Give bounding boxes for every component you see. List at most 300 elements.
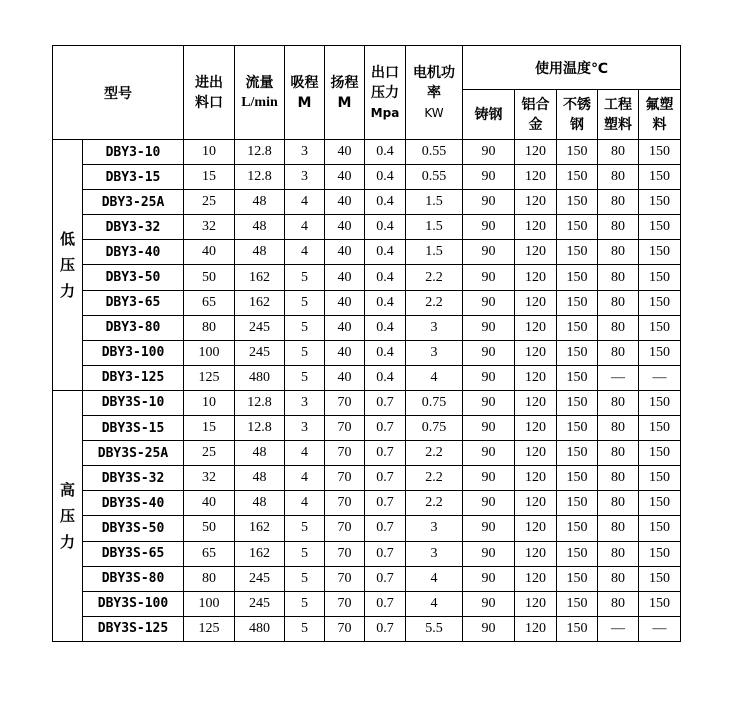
value-cell: 1.5 xyxy=(406,215,463,240)
value-cell: 120 xyxy=(515,165,557,190)
value-cell: 0.7 xyxy=(365,441,406,466)
head-header-unit: M xyxy=(337,94,352,111)
value-cell: 90 xyxy=(463,165,515,190)
value-cell: 48 xyxy=(235,240,285,265)
table-row xyxy=(53,165,681,190)
value-cell: 245 xyxy=(235,315,285,340)
value-cell: 5 xyxy=(285,616,325,641)
value-cell: 80 xyxy=(598,416,639,441)
value-cell: 80 xyxy=(598,290,639,315)
group-label-char: 压 xyxy=(59,506,75,525)
value-cell: 80 xyxy=(598,466,639,491)
value-cell: 150 xyxy=(557,390,598,415)
value-cell: 70 xyxy=(325,416,365,441)
value-cell: 80 xyxy=(598,165,639,190)
value-cell: 40 xyxy=(325,190,365,215)
model-cell: DBY3-80 xyxy=(83,315,184,340)
value-cell: 150 xyxy=(639,215,681,240)
value-cell: 4 xyxy=(285,240,325,265)
value-cell: 90 xyxy=(463,591,515,616)
table-row xyxy=(53,365,681,390)
value-cell: 0.4 xyxy=(365,190,406,215)
value-cell: 90 xyxy=(463,140,515,165)
value-cell: 4 xyxy=(285,491,325,516)
value-cell: 100 xyxy=(184,340,235,365)
value-cell: 70 xyxy=(325,491,365,516)
value-cell: 80 xyxy=(598,215,639,240)
power-header xyxy=(406,46,463,140)
material-header-line: 不锈 xyxy=(563,96,591,113)
value-cell: 12.8 xyxy=(235,416,285,441)
value-cell: 50 xyxy=(184,516,235,541)
group-label-char: 力 xyxy=(59,281,75,300)
value-cell: 5.5 xyxy=(406,616,463,641)
value-cell: 5 xyxy=(285,516,325,541)
value-cell: 25 xyxy=(184,190,235,215)
value-cell: 120 xyxy=(515,240,557,265)
value-cell: 0.4 xyxy=(365,290,406,315)
value-cell: 150 xyxy=(557,215,598,240)
table-row xyxy=(53,616,681,641)
value-cell: 32 xyxy=(184,466,235,491)
value-cell: 150 xyxy=(639,165,681,190)
model-cell: DBY3S-40 xyxy=(83,491,184,516)
pressure-group-label xyxy=(53,140,83,391)
value-cell: 100 xyxy=(184,591,235,616)
value-cell: 0.4 xyxy=(365,265,406,290)
value-cell: 162 xyxy=(235,516,285,541)
value-cell: 0.4 xyxy=(365,340,406,365)
pressure-header-unit: Mpa xyxy=(370,105,400,120)
power-header-line: 率 xyxy=(427,84,441,101)
value-cell: 120 xyxy=(515,315,557,340)
value-cell: 120 xyxy=(515,441,557,466)
value-cell: 120 xyxy=(515,290,557,315)
value-cell: 120 xyxy=(515,566,557,591)
material-header-line: 铸钢 xyxy=(474,106,503,123)
suction-header-line: 吸程 xyxy=(290,74,319,91)
value-cell: 0.7 xyxy=(365,466,406,491)
value-cell: 80 xyxy=(598,390,639,415)
value-cell: 150 xyxy=(639,315,681,340)
value-cell: 48 xyxy=(235,190,285,215)
value-cell: 25 xyxy=(184,441,235,466)
value-cell: 0.7 xyxy=(365,616,406,641)
model-cell: DBY3S-15 xyxy=(83,416,184,441)
value-cell: 120 xyxy=(515,265,557,290)
value-cell: 3 xyxy=(285,165,325,190)
value-cell: 150 xyxy=(557,616,598,641)
value-cell: 150 xyxy=(639,240,681,265)
value-cell: 80 xyxy=(598,591,639,616)
pressure-group-label xyxy=(53,390,83,641)
value-cell: 65 xyxy=(184,541,235,566)
value-cell: 3 xyxy=(285,140,325,165)
group-label-char: 压 xyxy=(59,255,75,274)
value-cell: 70 xyxy=(325,441,365,466)
value-cell: 150 xyxy=(639,140,681,165)
value-cell: 4 xyxy=(285,215,325,240)
value-cell: 40 xyxy=(325,215,365,240)
model-cell: DBY3S-25A xyxy=(83,441,184,466)
value-cell: 40 xyxy=(325,165,365,190)
value-cell: 80 xyxy=(598,240,639,265)
value-cell: 12.8 xyxy=(235,165,285,190)
value-cell: 150 xyxy=(557,190,598,215)
model-cell: DBY3S-50 xyxy=(83,516,184,541)
group-label-char: 低 xyxy=(59,229,75,248)
value-cell: 80 xyxy=(598,516,639,541)
value-cell: 90 xyxy=(463,491,515,516)
value-cell: 150 xyxy=(557,365,598,390)
value-cell: 70 xyxy=(325,566,365,591)
value-cell: 0.4 xyxy=(365,165,406,190)
value-cell: — xyxy=(598,365,639,390)
value-cell: 80 xyxy=(598,265,639,290)
value-cell: 4 xyxy=(406,591,463,616)
value-cell: 10 xyxy=(184,140,235,165)
value-cell: 5 xyxy=(285,340,325,365)
model-cell: DBY3S-10 xyxy=(83,390,184,415)
value-cell: 70 xyxy=(325,616,365,641)
material-header-line: 工程 xyxy=(604,96,632,113)
value-cell: 480 xyxy=(235,616,285,641)
value-cell: 32 xyxy=(184,215,235,240)
value-cell: 15 xyxy=(184,165,235,190)
value-cell: 3 xyxy=(285,390,325,415)
value-cell: 1.5 xyxy=(406,190,463,215)
value-cell: 150 xyxy=(639,491,681,516)
value-cell: 80 xyxy=(598,315,639,340)
value-cell: 90 xyxy=(463,616,515,641)
value-cell: 3 xyxy=(406,340,463,365)
group-label-char: 力 xyxy=(59,532,75,551)
value-cell: 150 xyxy=(557,315,598,340)
value-cell: 120 xyxy=(515,491,557,516)
value-cell: 150 xyxy=(639,190,681,215)
material-header-line: 塑料 xyxy=(604,116,632,133)
model-cell: DBY3-65 xyxy=(83,290,184,315)
value-cell: 15 xyxy=(184,416,235,441)
table-row xyxy=(53,340,681,365)
value-cell: 40 xyxy=(325,240,365,265)
value-cell: 0.7 xyxy=(365,416,406,441)
value-cell: 90 xyxy=(463,516,515,541)
material-header-line: 钢 xyxy=(570,116,584,133)
model-cell: DBY3-50 xyxy=(83,265,184,290)
value-cell: 120 xyxy=(515,340,557,365)
suction-header-unit: M xyxy=(297,94,312,111)
value-cell: 120 xyxy=(515,190,557,215)
inlet-header xyxy=(184,46,235,140)
value-cell: 12.8 xyxy=(235,390,285,415)
value-cell: 40 xyxy=(325,265,365,290)
value-cell: 4 xyxy=(406,365,463,390)
value-cell: 4 xyxy=(406,566,463,591)
table-row xyxy=(53,591,681,616)
value-cell: 4 xyxy=(285,190,325,215)
value-cell: 12.8 xyxy=(235,140,285,165)
value-cell: 0.75 xyxy=(406,390,463,415)
value-cell: 120 xyxy=(515,591,557,616)
value-cell: 80 xyxy=(184,315,235,340)
material-header xyxy=(557,90,598,140)
value-cell: 3 xyxy=(406,541,463,566)
value-cell: 3 xyxy=(406,516,463,541)
value-cell: 90 xyxy=(463,265,515,290)
value-cell: 0.7 xyxy=(365,541,406,566)
value-cell: 0.7 xyxy=(365,566,406,591)
model-cell: DBY3-125 xyxy=(83,365,184,390)
value-cell: 150 xyxy=(639,466,681,491)
value-cell: 48 xyxy=(235,215,285,240)
table-body xyxy=(53,140,681,642)
value-cell: 480 xyxy=(235,365,285,390)
value-cell: 150 xyxy=(639,416,681,441)
value-cell: 150 xyxy=(639,516,681,541)
value-cell: 40 xyxy=(325,340,365,365)
value-cell: 150 xyxy=(557,240,598,265)
value-cell: — xyxy=(639,616,681,641)
value-cell: 5 xyxy=(285,591,325,616)
value-cell: 150 xyxy=(557,165,598,190)
material-header-line: 氟塑 xyxy=(645,96,674,113)
value-cell: 0.55 xyxy=(406,165,463,190)
value-cell: 80 xyxy=(598,566,639,591)
value-cell: 1.5 xyxy=(406,240,463,265)
value-cell: 70 xyxy=(325,466,365,491)
value-cell: 125 xyxy=(184,365,235,390)
table-row xyxy=(53,416,681,441)
value-cell: 150 xyxy=(557,265,598,290)
suction-header xyxy=(285,46,325,140)
value-cell: 90 xyxy=(463,315,515,340)
value-cell: 120 xyxy=(515,416,557,441)
pressure-header-line: 出口 xyxy=(371,64,399,81)
value-cell: 80 xyxy=(598,140,639,165)
value-cell: 245 xyxy=(235,591,285,616)
value-cell: 120 xyxy=(515,516,557,541)
model-cell: DBY3-100 xyxy=(83,340,184,365)
value-cell: 90 xyxy=(463,416,515,441)
value-cell: 4 xyxy=(285,466,325,491)
value-cell: 70 xyxy=(325,390,365,415)
value-cell: 5 xyxy=(285,265,325,290)
value-cell: 2.2 xyxy=(406,265,463,290)
value-cell: 90 xyxy=(463,566,515,591)
table-row xyxy=(53,466,681,491)
value-cell: 0.7 xyxy=(365,591,406,616)
value-cell: 0.4 xyxy=(365,240,406,265)
power-header-line: 电机功 xyxy=(413,64,455,81)
table-row xyxy=(53,441,681,466)
inlet-header-line: 进出 xyxy=(195,74,223,91)
value-cell: 48 xyxy=(235,466,285,491)
model-cell: DBY3S-32 xyxy=(83,466,184,491)
value-cell: 120 xyxy=(515,541,557,566)
pump-spec-table xyxy=(52,45,681,642)
value-cell: 80 xyxy=(598,441,639,466)
material-header xyxy=(598,90,639,140)
value-cell: 0.4 xyxy=(365,315,406,340)
material-header xyxy=(463,90,515,140)
value-cell: 5 xyxy=(285,290,325,315)
value-cell: 162 xyxy=(235,290,285,315)
value-cell: 40 xyxy=(184,491,235,516)
value-cell: 10 xyxy=(184,390,235,415)
model-cell: DBY3-15 xyxy=(83,165,184,190)
value-cell: 3 xyxy=(285,416,325,441)
value-cell: 5 xyxy=(285,365,325,390)
value-cell: 2.2 xyxy=(406,466,463,491)
value-cell: 0.4 xyxy=(365,140,406,165)
value-cell: 150 xyxy=(557,566,598,591)
value-cell: 120 xyxy=(515,466,557,491)
value-cell: 90 xyxy=(463,240,515,265)
value-cell: 90 xyxy=(463,340,515,365)
model-cell: DBY3S-125 xyxy=(83,616,184,641)
table-row xyxy=(53,240,681,265)
value-cell: 48 xyxy=(235,491,285,516)
model-cell: DBY3S-100 xyxy=(83,591,184,616)
head-header xyxy=(325,46,365,140)
value-cell: 90 xyxy=(463,215,515,240)
power-header-unit: KW xyxy=(424,105,444,120)
table-row xyxy=(53,140,681,165)
flow-header-unit: L/min xyxy=(241,94,278,110)
value-cell: 5 xyxy=(285,566,325,591)
value-cell: 90 xyxy=(463,290,515,315)
table-row xyxy=(53,541,681,566)
material-header-line: 金 xyxy=(528,116,543,133)
table-row xyxy=(53,315,681,340)
value-cell: 150 xyxy=(639,390,681,415)
value-cell: 150 xyxy=(639,441,681,466)
value-cell: 70 xyxy=(325,516,365,541)
value-cell: 150 xyxy=(639,591,681,616)
value-cell: 120 xyxy=(515,215,557,240)
value-cell: — xyxy=(639,365,681,390)
table-row xyxy=(53,215,681,240)
table-row xyxy=(53,190,681,215)
flow-header xyxy=(235,46,285,140)
value-cell: 162 xyxy=(235,541,285,566)
material-header-line: 铝合 xyxy=(521,96,550,113)
value-cell: 150 xyxy=(557,441,598,466)
value-cell: 125 xyxy=(184,616,235,641)
value-cell: 0.7 xyxy=(365,516,406,541)
value-cell: 2.2 xyxy=(406,441,463,466)
value-cell: 70 xyxy=(325,541,365,566)
group-label-char: 高 xyxy=(59,480,75,499)
value-cell: 40 xyxy=(325,365,365,390)
value-cell: 0.75 xyxy=(406,416,463,441)
value-cell: 40 xyxy=(325,140,365,165)
value-cell: 50 xyxy=(184,265,235,290)
value-cell: 80 xyxy=(598,491,639,516)
value-cell: 120 xyxy=(515,390,557,415)
value-cell: 80 xyxy=(598,340,639,365)
value-cell: 2.2 xyxy=(406,290,463,315)
value-cell: 40 xyxy=(184,240,235,265)
flow-header-line: 流量 xyxy=(245,74,274,91)
model-header: 型号 xyxy=(53,46,184,140)
value-cell: 90 xyxy=(463,390,515,415)
inlet-header-line: 料口 xyxy=(195,94,223,111)
table-row xyxy=(53,290,681,315)
value-cell: 150 xyxy=(557,340,598,365)
temperature-header: 使用温度℃ xyxy=(463,46,681,90)
value-cell: 0.7 xyxy=(365,390,406,415)
model-cell: DBY3S-80 xyxy=(83,566,184,591)
value-cell: 40 xyxy=(325,290,365,315)
header-row-1 xyxy=(53,46,681,90)
table-row xyxy=(53,390,681,415)
value-cell: 150 xyxy=(639,541,681,566)
value-cell: 150 xyxy=(557,516,598,541)
value-cell: 0.4 xyxy=(365,365,406,390)
model-cell: DBY3-10 xyxy=(83,140,184,165)
value-cell: 90 xyxy=(463,441,515,466)
pressure-header-line: 压力 xyxy=(371,84,399,101)
value-cell: 150 xyxy=(557,591,598,616)
value-cell: 5 xyxy=(285,541,325,566)
value-cell: 162 xyxy=(235,265,285,290)
value-cell: 150 xyxy=(557,290,598,315)
value-cell: 80 xyxy=(184,566,235,591)
value-cell: 150 xyxy=(557,416,598,441)
material-header xyxy=(639,90,681,140)
value-cell: 245 xyxy=(235,566,285,591)
value-cell: 0.7 xyxy=(365,491,406,516)
table-row xyxy=(53,265,681,290)
value-cell: 5 xyxy=(285,315,325,340)
head-header-line: 扬程 xyxy=(330,74,359,91)
value-cell: 150 xyxy=(557,140,598,165)
model-cell: DBY3-40 xyxy=(83,240,184,265)
pressure-header xyxy=(365,46,406,140)
model-cell: DBY3-32 xyxy=(83,215,184,240)
value-cell: 80 xyxy=(598,541,639,566)
value-cell: 80 xyxy=(598,190,639,215)
model-cell: DBY3S-65 xyxy=(83,541,184,566)
value-cell: 90 xyxy=(463,365,515,390)
table-row xyxy=(53,566,681,591)
value-cell: 120 xyxy=(515,140,557,165)
value-cell: 150 xyxy=(639,566,681,591)
value-cell: 90 xyxy=(463,190,515,215)
value-cell: 150 xyxy=(639,265,681,290)
value-cell: 120 xyxy=(515,365,557,390)
value-cell: 48 xyxy=(235,441,285,466)
value-cell: 90 xyxy=(463,466,515,491)
value-cell: 0.4 xyxy=(365,215,406,240)
value-cell: 2.2 xyxy=(406,491,463,516)
value-cell: 40 xyxy=(325,315,365,340)
material-header xyxy=(515,90,557,140)
value-cell: 70 xyxy=(325,591,365,616)
value-cell: 0.55 xyxy=(406,140,463,165)
value-cell: 3 xyxy=(406,315,463,340)
value-cell: 90 xyxy=(463,541,515,566)
value-cell: 65 xyxy=(184,290,235,315)
model-cell: DBY3-25A xyxy=(83,190,184,215)
table-row xyxy=(53,491,681,516)
value-cell: — xyxy=(598,616,639,641)
value-cell: 150 xyxy=(639,290,681,315)
value-cell: 150 xyxy=(639,340,681,365)
value-cell: 150 xyxy=(557,541,598,566)
